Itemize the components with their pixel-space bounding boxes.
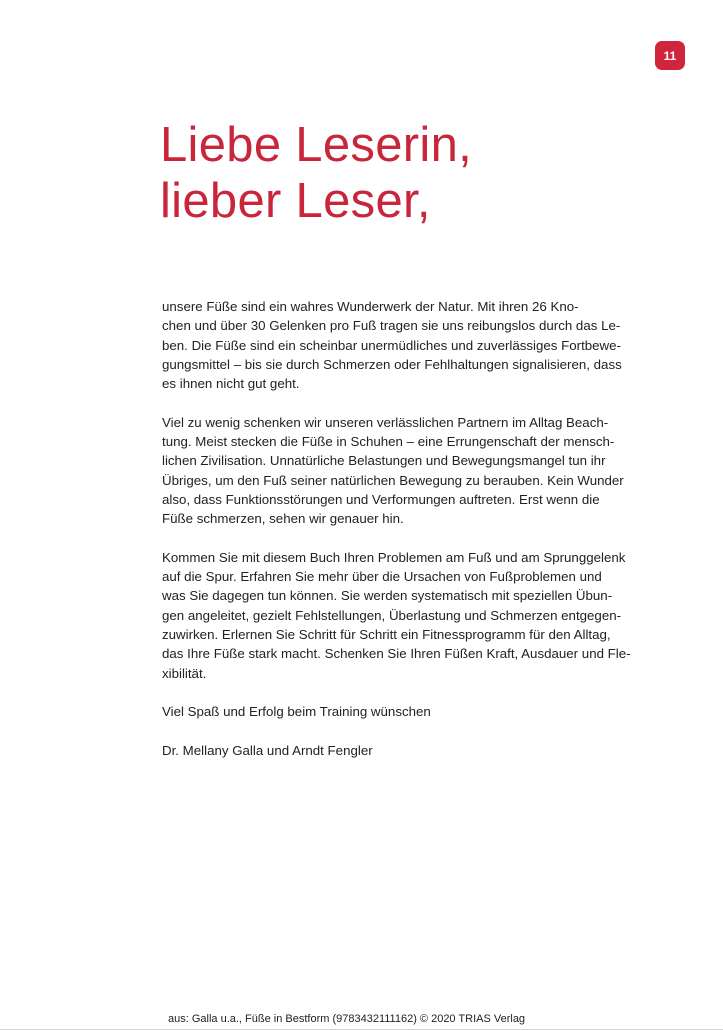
text-line: Übriges, um den Fuß seiner natürlichen Bewegung zu berauben. Kein Wunder <box>162 472 624 488</box>
text-line: tung. Meist stecken die Füße in Schuhen – eine Errungenschaft der mensch- <box>162 434 615 450</box>
text-line: gungsmittel – bis sie durch Schmerzen oder Fehlhaltungen signalisieren, dass <box>162 356 622 372</box>
text-line: chen und über 30 Gelenken pro Fuß tragen sie uns reibungslos durch das Le- <box>162 318 621 334</box>
text-line: was Sie dagegen tun können. Sie werden systematisch mit speziellen Übun- <box>162 588 613 604</box>
text-line: Füße schmerzen, sehen wir genauer hin. <box>162 511 404 527</box>
text-line: Kommen Sie mit diesem Buch Ihren Problemen am Fuß und am Sprunggelenk <box>162 549 626 565</box>
signature: Dr. Mellany Galla und Arndt Fengler <box>162 742 373 758</box>
text-line: auf die Spur. Erfahren Sie mehr über die Ursachen von Fußproblemen und <box>162 569 602 585</box>
text-line: Viel zu wenig schenken wir unseren verlässlichen Partnern im Alltag Beach- <box>162 414 609 430</box>
text-line: unsere Füße sind ein wahres Wunderwerk der Natur. Mit ihren 26 Kno- <box>162 299 579 314</box>
source-footer: aus: Galla u.a., Füße in Bestform (9783432111162) © 2020 TRIAS Verlag <box>168 1013 526 1025</box>
text-line: lichen Zivilisation. Unnatürliche Belastungen und Bewegungsmangel tun ihr <box>162 453 606 469</box>
title-line-2: lieber Leser, <box>160 174 431 228</box>
text-line: gen angeleitet, gezielt Fehlstellungen, Überlastung und Schmerzen entgegen- <box>162 607 622 623</box>
text-line: xibilität. <box>162 665 207 681</box>
paragraph-1 <box>162 297 646 393</box>
text-line: ben. Die Füße sind ein scheinbar unermüdliches und zuverlässiges Fortbewe- <box>162 337 621 353</box>
text-line: also, dass Funktionsstörungen und Verformungen auftreten. Erst wenn die <box>162 491 600 507</box>
text-line: zuwirken. Erlernen Sie Schritt für Schritt ein Fitnessprogramm für den Alltag, <box>162 627 611 643</box>
page-number-badge: 11 <box>655 41 685 70</box>
closing-line: Viel Spaß und Erfolg beim Training wünschen <box>162 704 431 720</box>
paragraph-2 <box>162 413 646 529</box>
page-title <box>160 117 472 229</box>
text-line: das Ihre Füße stark macht. Schenken Sie Ihren Füßen Kraft, Ausdauer und Fle- <box>162 646 631 662</box>
text-line: es ihnen nicht gut geht. <box>162 376 300 392</box>
footer-divider <box>0 1029 723 1030</box>
body-text <box>162 297 646 779</box>
paragraph-3 <box>162 548 646 683</box>
title-line-1: Liebe Leserin, <box>160 118 473 172</box>
